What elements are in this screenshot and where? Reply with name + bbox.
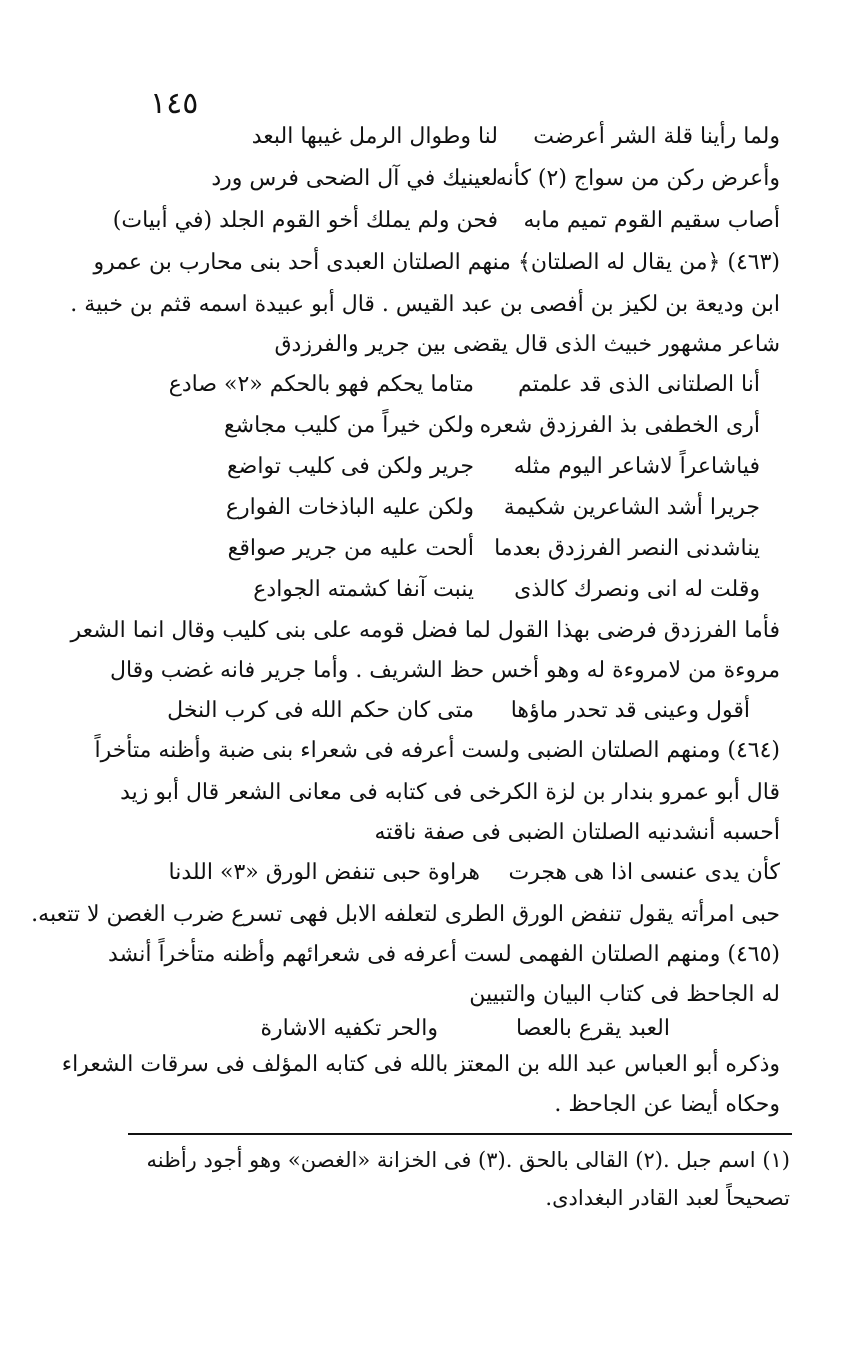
footnote-line: (١) اسم جبل .(٢) القالى بالحق .(٣) فى الخزانة «الغصن» وهو أجود رأظنه bbox=[146, 1148, 790, 1172]
verse-second-hemistich: لعينيك في آل الضحى فرس ورد bbox=[211, 166, 498, 191]
verse-second-hemistich: لنا وطوال الرمل غيبها البعد bbox=[251, 124, 498, 149]
verse-first-hemistich: ولما رأينا قلة الشر أعرضت bbox=[533, 124, 780, 149]
verse-second-hemistich: جرير ولكن فى كليب تواضع bbox=[226, 454, 474, 479]
entry-463-line: (٤٦٣) ﴿من يقال له الصلتان﴾ منهم الصلتان العبدى أحد بنى محارب بن عمرو bbox=[93, 250, 780, 275]
verse-first-hemistich: أنا الصلتانى الذى قد علمتم bbox=[518, 372, 760, 397]
verse-first-hemistich: أقول وعينى قد تحدر ماؤها bbox=[510, 698, 750, 723]
verse-first-hemistich: أصاب سقيم القوم تميم مابه bbox=[523, 208, 780, 233]
verse-second-hemistich: متاما يحكم فهو بالحكم «٢» صادع bbox=[168, 372, 474, 397]
prose-line: فأما الفرزدق فرضى بهذا القول لما فضل قومه على بنى كليب وقال انما الشعر bbox=[70, 618, 780, 643]
page-number: ١٤٥ bbox=[150, 86, 199, 121]
verse-first-hemistich: وأعرض ركن من سواج (٢) كأنه bbox=[495, 166, 780, 191]
verse-first-hemistich: وقلت له انى ونصرك كالذى bbox=[514, 577, 760, 602]
prose-line: حبى امرأته يقول تنفض الورق الطرى لتعلفه الابل فهى تسرع ضرب الغصن لا تتعبه. bbox=[31, 902, 780, 927]
verse-second-hemistich: ولكن عليه الباذخات الفوارع bbox=[225, 495, 474, 520]
verse-second-hemistich: هراوة حبى تنفض الورق «٣» اللدنا bbox=[168, 860, 480, 885]
verse-second-hemistich: ألحت عليه من جرير صواقع bbox=[227, 536, 474, 561]
verse-second-hemistich: ولكن خيراً من كليب مجاشع bbox=[223, 413, 474, 438]
entry-464-line: قال أبو عمرو بندار بن لزة الكرخى فى كتابه فى معانى الشعر قال أبو زيد bbox=[120, 780, 780, 805]
verse-first-hemistich: العبد يقرع بالعصا bbox=[515, 1016, 670, 1041]
verse-first-hemistich: يناشدنى النصر الفرزدق بعدما bbox=[494, 536, 760, 561]
verse-first-hemistich: جريرا أشد الشاعرين شكيمة bbox=[503, 495, 760, 520]
verse-first-hemistich: أرى الخطفى بذ الفرزدق شعره bbox=[479, 413, 760, 438]
prose-line: مروءة من لامروءة له وهو أخس حظ الشريف . وأما جرير فانه غضب وقال bbox=[109, 658, 780, 683]
verse-second-hemistich: فحن ولم يملك أخو القوم الجلد (في أبيات) bbox=[112, 208, 498, 233]
verse-first-hemistich: كأن يدى عنسى اذا هى هجرت bbox=[508, 860, 780, 885]
prose-line: وذكره أبو العباس عبد الله بن المعتز بالله فى كتابه المؤلف فى سرقات الشعراء bbox=[61, 1052, 780, 1077]
footnote-line: تصحيحاً لعبد القادر البغدادى. bbox=[545, 1186, 790, 1210]
verse-second-hemistich: متى كان حكم الله فى كرب النخل bbox=[167, 698, 474, 723]
entry-463-line: ابن وديعة بن لكيز بن أفصى بن عبد القيس . قال أبو عبيدة اسمه قثم بن خبية . bbox=[70, 292, 780, 317]
prose-line: وحكاه أيضا عن الجاحظ . bbox=[554, 1092, 780, 1117]
verse-second-hemistich: ينبت آنفا كشمته الجوادع bbox=[253, 577, 474, 602]
verse-first-hemistich: فياشاعراً لاشاعر اليوم مثله bbox=[513, 454, 760, 479]
entry-464-line: أحسبه أنشدنيه الصلتان الضبى فى صفة ناقته bbox=[374, 820, 780, 845]
entry-465-line: له الجاحظ فى كتاب البيان والتبيين bbox=[469, 982, 780, 1007]
entry-465-line: (٤٦٥) ومنهم الصلتان الفهمى لست أعرفه فى شعرائهم وأظنه متأخراً أنشد bbox=[108, 942, 780, 967]
entry-463-line: شاعر مشهور خبيث الذى قال يقضى بين جرير والفرزدق bbox=[274, 332, 780, 357]
entry-464-line: (٤٦٤) ومنهم الصلتان الضبى ولست أعرفه فى شعراء بنى ضبة وأظنه متأخراً bbox=[94, 738, 780, 763]
verse-second-hemistich: والحر تكفيه الاشارة bbox=[260, 1016, 438, 1041]
footnote-separator bbox=[128, 1133, 792, 1135]
